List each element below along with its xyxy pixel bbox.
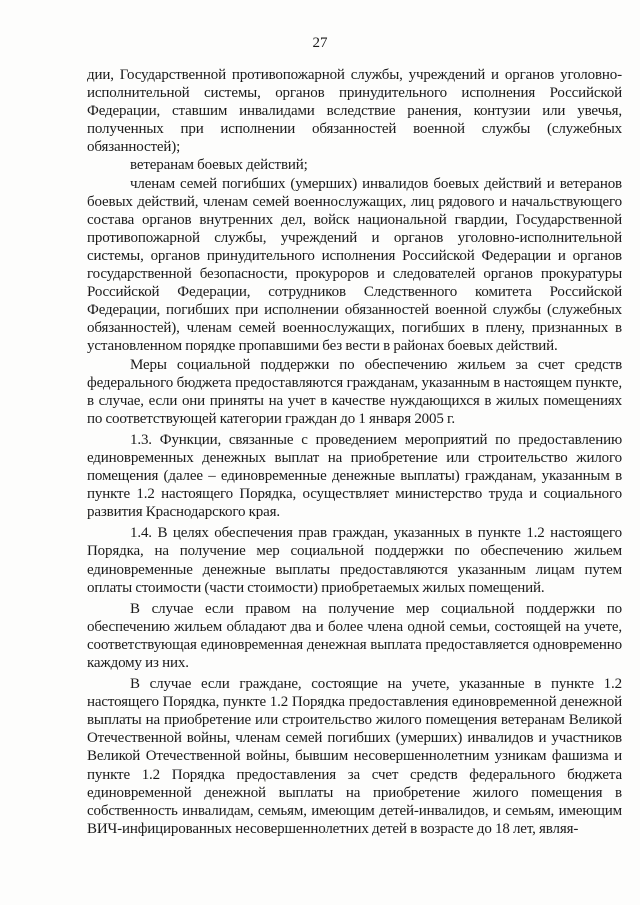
page-number: 27 [312, 35, 328, 51]
paragraph-section-1-4: 1.4. В целях обеспечения прав граждан, указанных в пункте 1.2 настоящего Порядка, на получение мер социальной поддержки по обеспечению жильем единовременные денежные выплаты предоставляются указанным лицам путем оплаты стоимости (части стоимости) приобретаемых жилых помещений. [87, 525, 622, 596]
document-body [87, 66, 622, 838]
paragraph-federal-budget-support: Меры социальной поддержки по обеспечению жильем за счет средств федерального бюджета предоставляются гражданам, указанным в настоящем пункте, в случае, если они приняты на учет в качестве нуждающихся в жилых помещениях по соответствующей категории граждан до 1 января 2005 г. [87, 356, 622, 427]
paragraph-multiple-family-members: В случае если правом на получение мер социальной поддержки по обеспечению жильем обладают два и более члена одной семьи, состоящей на учете, соответствующая единовременная денежная выплата предоставляется одновременно каждому из них. [87, 600, 622, 671]
paragraph-section-1-3: 1.3. Функции, связанные с проведением мероприятий по предоставлению единовременных денежных выплат на приобретение или строительство жилого помещения (далее – единовременные денежные выплаты) гражданам, указанным в пункте 1.2 настоящего Порядка, осуществляет министерство труда и социального развития Краснодарского края. [87, 431, 622, 521]
paragraph-combat-veterans: ветеранам боевых действий; [130, 157, 308, 174]
paragraph-family-members-of-deceased: членам семей погибших (умерших) инвалидов боевых действий и ветеранов боевых действий, членам семей военнослужащих, лиц рядового и начальствующего состава органов внутренних дел, войск национальной гвардии, Государственной противопожарной службы, учреждений и органов уголовно-исполнительной системы, органов принудительного исполнения Российской Федерации и органов государственной безопасности, прокуроров и следователей органов прокуратуры Российской Федерации, сотрудников Следственного комитета Российской Федерации, погибших при исполнении обязанностей военной службы (служебных обязанностей), членам семей военнослужащих, погибших в плену, признанных в установленном порядке пропавшими без вести в районах боевых действий. [87, 175, 622, 355]
paragraph-disabled-service-members-continued: дии, Государственной противопожарной службы, учреждений и органов уголовно-исполнительной системы, органов принудительного исполнения Российской Федерации, ставшим инвалидами вследствие ранения, контузии или увечья, полученных при исполнении обязанностей военной службы (служебных обязанностей); [87, 67, 622, 156]
paragraph-registered-citizens-case: В случае если граждане, состоящие на учете, указанные в пункте 1.2 настоящего Порядка, пункте 1.2 Порядка предоставления единовременной денежной выплаты на приобретение или строительство жилого помещения ветеранам Великой Отечественной войны, членам семей погибших (умерших) инвалидов и участников Великой Отечественной войны, бывшим несовершеннолетним узникам фашизма и пункте 1.2 Порядка предоставления за счет средств федерального бюджета единовременной денежной выплаты на приобретение жилого помещения в собственность инвалидам, семьям, имеющим детей-инвалидов, и семьям, имеющим ВИЧ-инфицированных несовершеннолетних детей в возрасте до 18 лет, являя- [87, 676, 622, 837]
